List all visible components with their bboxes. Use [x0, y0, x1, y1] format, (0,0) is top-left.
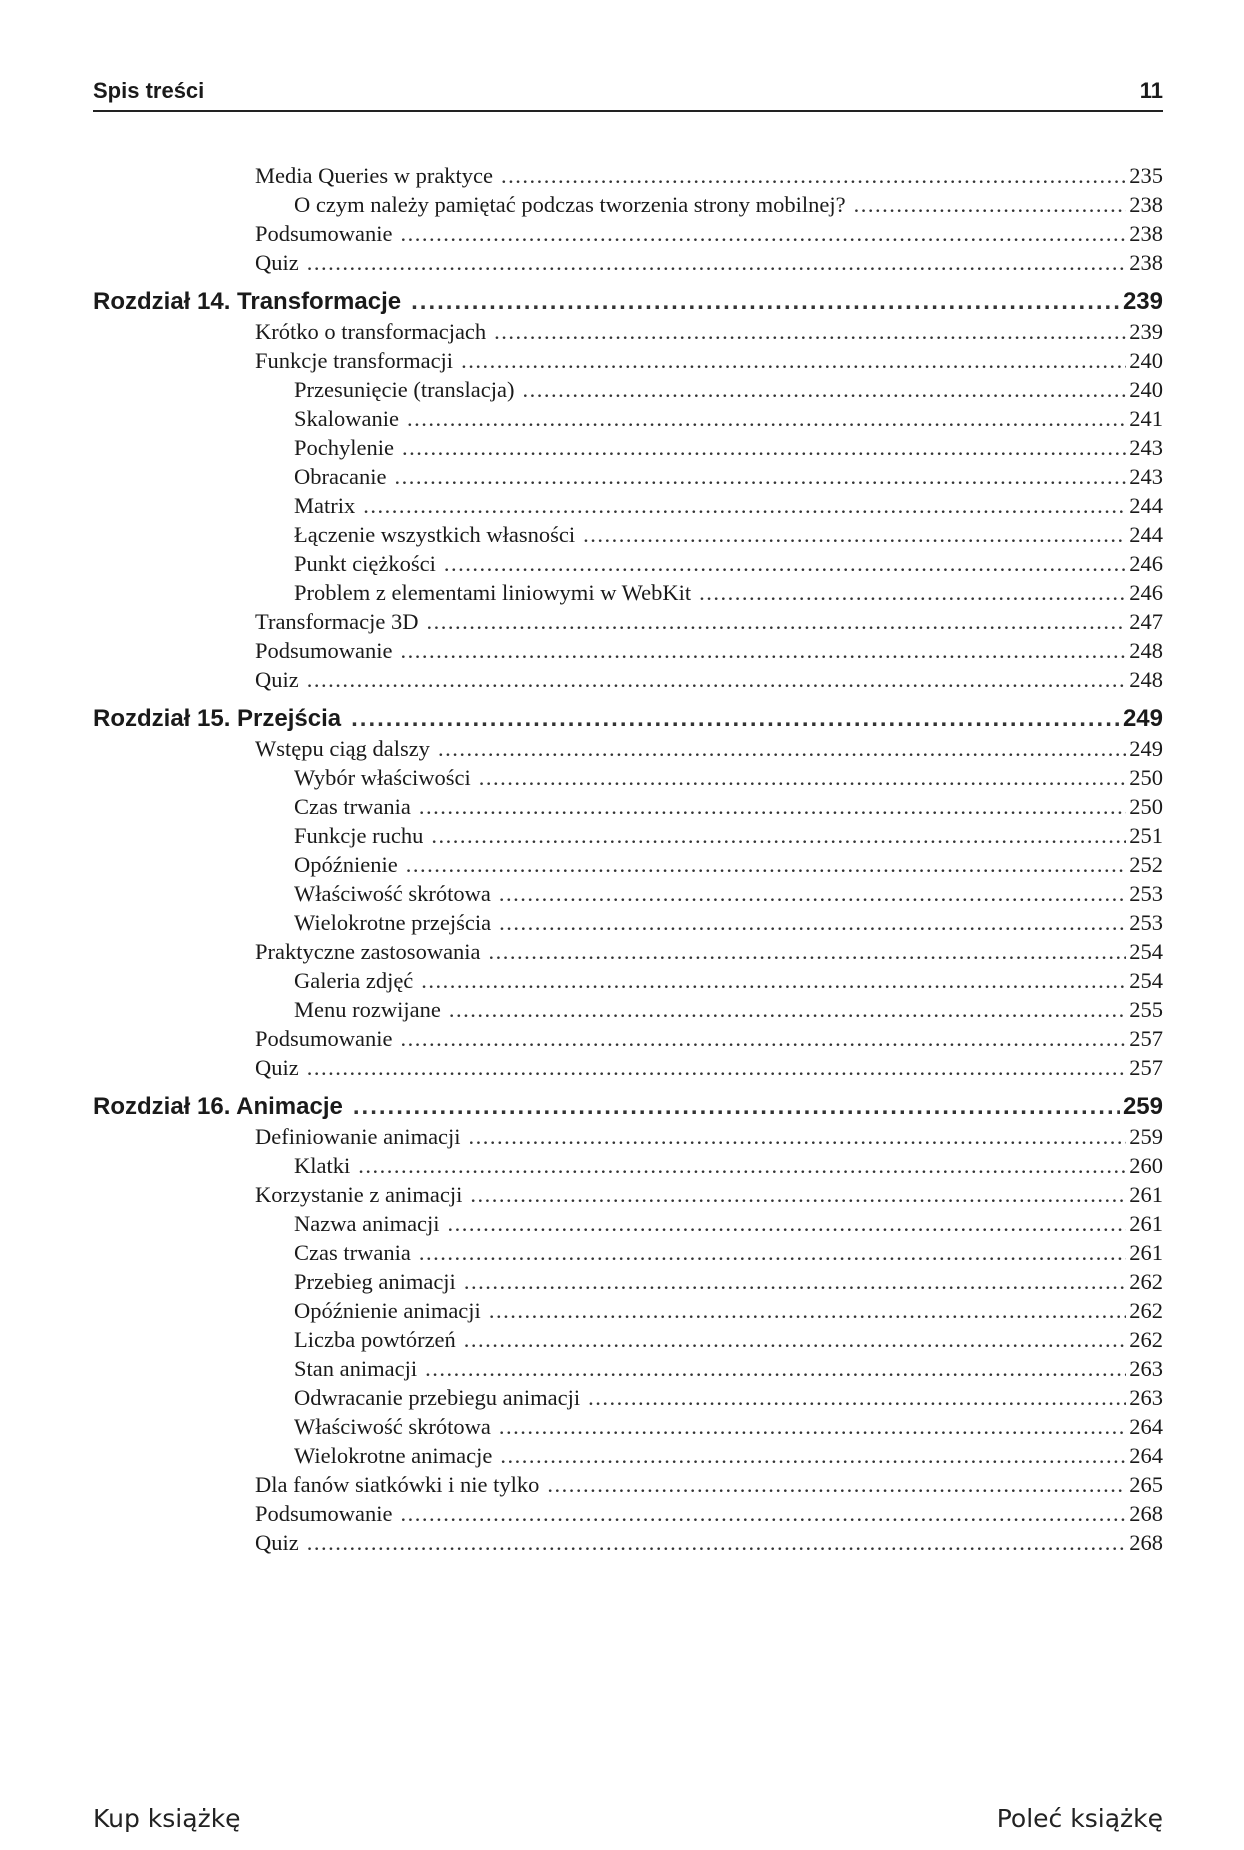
- toc-entry[interactable]: [93, 1238, 1163, 1267]
- toc-entry-title: Matrix: [294, 493, 356, 518]
- toc-entry-page: 268: [1129, 1501, 1163, 1526]
- toc-entry-page: 253: [1129, 881, 1163, 906]
- toc-entry[interactable]: [93, 375, 1163, 404]
- toc-entry-title: Dla fanów siatkówki i nie tylko: [255, 1472, 540, 1497]
- toc-entry-title: Czas trwania: [294, 1240, 411, 1265]
- toc-dot-leader: [449, 995, 1126, 1024]
- toc-entry-page: 239: [1122, 288, 1163, 315]
- toc-entry-page: 247: [1129, 609, 1163, 634]
- toc-dot-leader: [307, 248, 1127, 277]
- toc-entry-title: Media Queries w praktyce: [255, 163, 494, 188]
- toc-entry-title: Przesunięcie (translacja): [294, 377, 515, 402]
- toc-entry[interactable]: [93, 821, 1163, 850]
- toc-entry-page: 238: [1129, 221, 1163, 246]
- toc-dot-leader: [588, 1383, 1126, 1412]
- toc-entry-title: Quiz: [255, 1530, 299, 1555]
- toc-chapter-entry[interactable]: [93, 286, 1163, 317]
- toc-dot-leader: [419, 1238, 1126, 1267]
- toc-entry[interactable]: [93, 1441, 1163, 1470]
- toc-entry-title: Rozdział 14. Transformacje: [93, 288, 402, 315]
- toc-dot-leader: [583, 520, 1126, 549]
- toc-dot-leader: [401, 1499, 1127, 1528]
- toc-entry[interactable]: [93, 462, 1163, 491]
- toc-dot-leader: [854, 190, 1127, 219]
- toc-entry[interactable]: [93, 346, 1163, 375]
- toc-entry[interactable]: [93, 1383, 1163, 1412]
- toc-dot-leader: [470, 1180, 1126, 1209]
- toc-entry-page: 261: [1129, 1240, 1163, 1265]
- toc-dot-leader: [307, 1528, 1127, 1557]
- toc-dot-leader: [499, 1412, 1126, 1441]
- toc-entry-page: 265: [1129, 1472, 1163, 1497]
- toc-entry-title: Quiz: [255, 667, 299, 692]
- toc-entry-title: Punkt ciężkości: [294, 551, 436, 576]
- toc-entry-title: Definiowanie animacji: [255, 1124, 461, 1149]
- toc-entry-page: 257: [1129, 1026, 1163, 1051]
- toc-dot-leader: [547, 1470, 1126, 1499]
- toc-entry[interactable]: [93, 636, 1163, 665]
- toc-dot-leader: [351, 703, 1120, 734]
- toc-dot-leader: [438, 734, 1126, 763]
- toc-entry[interactable]: [93, 908, 1163, 937]
- toc-dot-leader: [307, 665, 1127, 694]
- toc-entry[interactable]: [93, 879, 1163, 908]
- toc-entry[interactable]: [93, 190, 1163, 219]
- toc-entry-page: 243: [1129, 464, 1163, 489]
- toc-dot-leader: [501, 161, 1126, 190]
- toc-entry-title: Pochylenie: [294, 435, 394, 460]
- toc-entry-title: Nazwa animacji: [294, 1211, 440, 1236]
- toc-entry-page: 268: [1129, 1530, 1163, 1555]
- toc-dot-leader: [489, 937, 1127, 966]
- toc-dot-leader: [489, 1296, 1126, 1325]
- toc-dot-leader: [444, 549, 1126, 578]
- toc-dot-leader: [358, 1151, 1126, 1180]
- toc-entry-title: Wielokrotne animacje: [294, 1443, 493, 1468]
- toc-entry-page: 259: [1129, 1124, 1163, 1149]
- toc-entry-page: 261: [1129, 1211, 1163, 1236]
- toc-entry-page: 262: [1129, 1269, 1163, 1294]
- toc-entry-title: Właściwość skrótowa: [294, 1414, 491, 1439]
- toc-chapter-entry[interactable]: [93, 1091, 1163, 1122]
- toc-entry-page: 262: [1129, 1298, 1163, 1323]
- toc-entry-page: 254: [1129, 968, 1163, 993]
- toc-dot-leader: [469, 1122, 1127, 1151]
- toc-entry-page: 263: [1129, 1356, 1163, 1381]
- toc-entry-page: 246: [1129, 551, 1163, 576]
- toc-chapter-entry[interactable]: [93, 703, 1163, 734]
- toc-entry[interactable]: [93, 1354, 1163, 1383]
- recommend-book-link[interactable]: Poleć książkę: [996, 1803, 1163, 1833]
- toc-entry-page: 264: [1129, 1443, 1163, 1468]
- toc-entry-title: Funkcje transformacji: [255, 348, 454, 373]
- toc-entry[interactable]: [93, 549, 1163, 578]
- toc-dot-leader: [402, 433, 1126, 462]
- toc-dot-leader: [499, 908, 1126, 937]
- toc-entry[interactable]: [93, 966, 1163, 995]
- toc-dot-leader: [401, 636, 1127, 665]
- toc-entry-title: Opóźnienie animacji: [294, 1298, 481, 1323]
- toc-entry[interactable]: [93, 937, 1163, 966]
- toc-dot-leader: [699, 578, 1126, 607]
- toc-entry-title: Stan animacji: [294, 1356, 418, 1381]
- toc-entry[interactable]: [93, 763, 1163, 792]
- toc-entry-title: Odwracanie przebiegu animacji: [294, 1385, 581, 1410]
- toc-entry[interactable]: [93, 995, 1163, 1024]
- toc-entry-title: Opóźnienie: [294, 852, 398, 877]
- table-of-contents: [93, 161, 1163, 1557]
- toc-dot-leader: [421, 966, 1126, 995]
- toc-dot-leader: [401, 219, 1127, 248]
- toc-entry-page: 254: [1129, 939, 1163, 964]
- toc-dot-leader: [523, 375, 1127, 404]
- toc-entry-page: 257: [1129, 1055, 1163, 1080]
- toc-dot-leader: [499, 879, 1126, 908]
- toc-entry-title: Wybór właściwości: [294, 765, 471, 790]
- toc-entry[interactable]: [93, 1528, 1163, 1557]
- toc-entry[interactable]: [93, 1053, 1163, 1082]
- toc-entry-page: 244: [1129, 522, 1163, 547]
- toc-entry-page: 239: [1129, 319, 1163, 344]
- toc-entry-page: 248: [1129, 667, 1163, 692]
- toc-entry-title: Rozdział 15. Przejścia: [93, 705, 342, 732]
- toc-entry-page: 238: [1129, 192, 1163, 217]
- toc-dot-leader: [425, 1354, 1126, 1383]
- toc-entry-page: 259: [1122, 1093, 1163, 1120]
- toc-entry-title: Funkcje ruchu: [294, 823, 424, 848]
- toc-entry[interactable]: [93, 404, 1163, 433]
- toc-dot-leader: [448, 1209, 1127, 1238]
- toc-dot-leader: [394, 462, 1126, 491]
- toc-entry[interactable]: [93, 1209, 1163, 1238]
- toc-entry-title: Quiz: [255, 1055, 299, 1080]
- toc-entry-page: 264: [1129, 1414, 1163, 1439]
- toc-entry-page: 238: [1129, 250, 1163, 275]
- toc-entry[interactable]: [93, 433, 1163, 462]
- page-footer: [93, 1800, 1163, 1836]
- toc-entry-title: Podsumowanie: [255, 638, 393, 663]
- toc-entry-title: Praktyczne zastosowania: [255, 939, 481, 964]
- toc-entry-page: 244: [1129, 493, 1163, 518]
- toc-dot-leader: [461, 346, 1126, 375]
- toc-entry[interactable]: [93, 219, 1163, 248]
- toc-entry-title: Wstępu ciąg dalszy: [255, 736, 430, 761]
- toc-entry-page: 260: [1129, 1153, 1163, 1178]
- toc-dot-leader: [464, 1325, 1126, 1354]
- toc-entry[interactable]: [93, 491, 1163, 520]
- toc-entry-page: 251: [1129, 823, 1163, 848]
- toc-entry-title: Liczba powtórzeń: [294, 1327, 456, 1352]
- toc-dot-leader: [431, 821, 1126, 850]
- toc-dot-leader: [479, 763, 1127, 792]
- toc-entry-page: 252: [1129, 852, 1163, 877]
- toc-entry-title: O czym należy pamiętać podczas tworzenia strony mobilnej?: [294, 192, 846, 217]
- toc-entry[interactable]: [93, 248, 1163, 277]
- toc-entry-title: Problem z elementami liniowymi w WebKit: [294, 580, 692, 605]
- toc-entry-page: 250: [1129, 794, 1163, 819]
- toc-entry-page: 249: [1129, 736, 1163, 761]
- toc-entry[interactable]: [93, 792, 1163, 821]
- toc-entry-page: 241: [1129, 406, 1163, 431]
- toc-entry-page: 263: [1129, 1385, 1163, 1410]
- toc-entry[interactable]: [93, 1122, 1163, 1151]
- toc-entry-page: 246: [1129, 580, 1163, 605]
- toc-entry-page: 249: [1122, 705, 1163, 732]
- toc-entry-title: Przebieg animacji: [294, 1269, 456, 1294]
- toc-entry[interactable]: [93, 734, 1163, 763]
- toc-dot-leader: [500, 1441, 1126, 1470]
- toc-entry-page: 243: [1129, 435, 1163, 460]
- header-rule: [93, 110, 1163, 112]
- toc-dot-leader: [427, 607, 1127, 636]
- toc-dot-leader: [363, 491, 1126, 520]
- toc-entry-title: Krótko o transformacjach: [255, 319, 487, 344]
- toc-entry[interactable]: [93, 161, 1163, 190]
- toc-dot-leader: [406, 850, 1127, 879]
- section-title: Spis treści: [93, 78, 205, 103]
- page-header: [93, 72, 1163, 110]
- toc-entry[interactable]: [93, 607, 1163, 636]
- toc-dot-leader: [307, 1053, 1127, 1082]
- toc-dot-leader: [419, 792, 1126, 821]
- toc-dot-leader: [401, 1024, 1127, 1053]
- toc-entry-page: 240: [1129, 348, 1163, 373]
- toc-entry-title: Galeria zdjęć: [294, 968, 414, 993]
- toc-entry[interactable]: [93, 317, 1163, 346]
- toc-entry-title: Podsumowanie: [255, 221, 393, 246]
- toc-dot-leader: [407, 404, 1126, 433]
- toc-entry-title: Łączenie wszystkich własności: [294, 522, 576, 547]
- toc-entry[interactable]: [93, 1180, 1163, 1209]
- toc-entry-title: Skalowanie: [294, 406, 399, 431]
- toc-entry[interactable]: [93, 1267, 1163, 1296]
- toc-entry[interactable]: [93, 1325, 1163, 1354]
- toc-entry-page: 262: [1129, 1327, 1163, 1352]
- toc-entry-page: 255: [1129, 997, 1163, 1022]
- toc-dot-leader: [411, 286, 1120, 317]
- toc-entry[interactable]: [93, 1151, 1163, 1180]
- toc-entry[interactable]: [93, 665, 1163, 694]
- toc-entry-title: Quiz: [255, 250, 299, 275]
- toc-entry[interactable]: [93, 1296, 1163, 1325]
- buy-book-link[interactable]: Kup książkę: [93, 1803, 241, 1833]
- toc-entry[interactable]: [93, 1499, 1163, 1528]
- page-number: 11: [1139, 78, 1163, 103]
- toc-entry[interactable]: [93, 1024, 1163, 1053]
- toc-entry[interactable]: [93, 1412, 1163, 1441]
- toc-entry-title: Wielokrotne przejścia: [294, 910, 492, 935]
- toc-dot-leader: [353, 1091, 1120, 1122]
- toc-entry[interactable]: [93, 1470, 1163, 1499]
- toc-entry-title: Czas trwania: [294, 794, 411, 819]
- toc-entry-title: Transformacje 3D: [255, 609, 419, 634]
- toc-entry-page: 235: [1129, 163, 1163, 188]
- toc-entry[interactable]: [93, 578, 1163, 607]
- toc-entry-title: Właściwość skrótowa: [294, 881, 491, 906]
- toc-entry-page: 248: [1129, 638, 1163, 663]
- toc-entry-page: 250: [1129, 765, 1163, 790]
- toc-dot-leader: [494, 317, 1126, 346]
- toc-entry-title: Korzystanie z animacji: [255, 1182, 463, 1207]
- toc-entry-title: Podsumowanie: [255, 1026, 393, 1051]
- toc-entry-page: 261: [1129, 1182, 1163, 1207]
- toc-entry-title: Menu rozwijane: [294, 997, 441, 1022]
- toc-entry-page: 253: [1129, 910, 1163, 935]
- toc-entry-title: Podsumowanie: [255, 1501, 393, 1526]
- toc-entry-title: Klatki: [294, 1153, 351, 1178]
- toc-dot-leader: [464, 1267, 1126, 1296]
- toc-entry-title: Obracanie: [294, 464, 387, 489]
- toc-entry[interactable]: [93, 850, 1163, 879]
- toc-entry-page: 240: [1129, 377, 1163, 402]
- toc-entry-title: Rozdział 16. Animacje: [93, 1093, 343, 1120]
- toc-entry[interactable]: [93, 520, 1163, 549]
